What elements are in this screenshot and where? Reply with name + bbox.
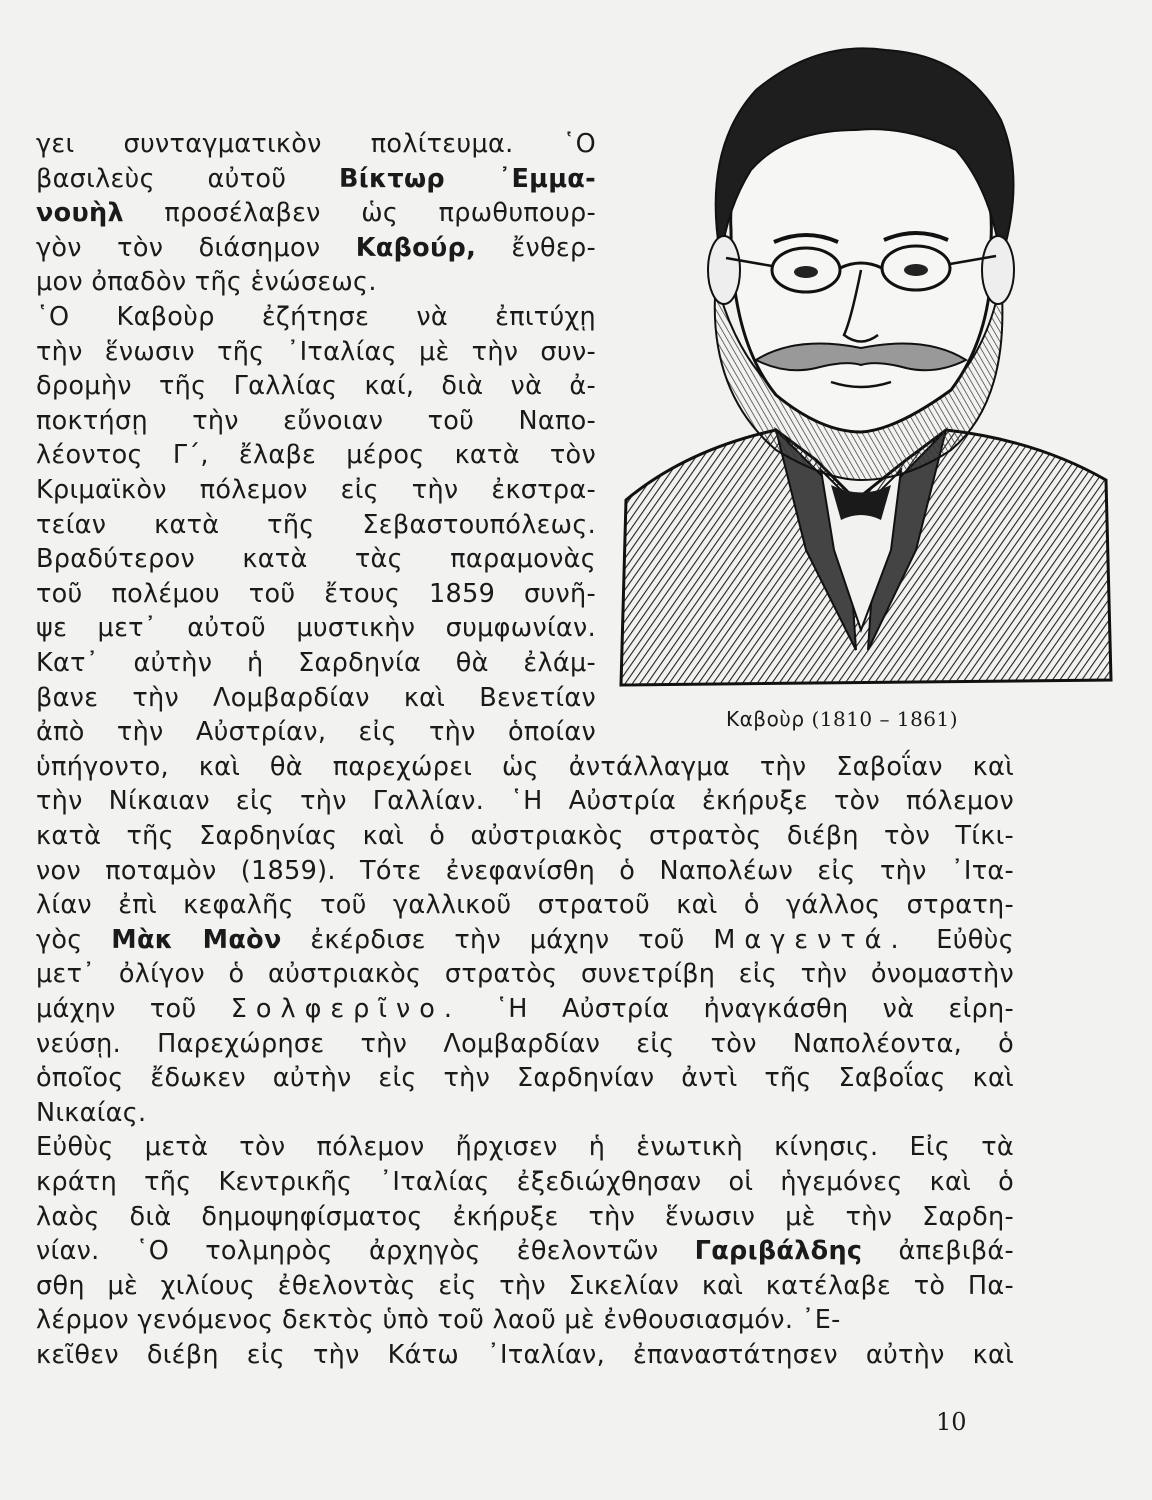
text-run: Εὐθὺς μετὰ τὸν πόλεμον ἤρχισεν ἡ ἑνωτικὴ κίνησις. Εἰς τὰ: [36, 1132, 1014, 1163]
text-line: [36, 1164, 1014, 1200]
text-line: [36, 887, 1014, 923]
text-run: βανε τὴν Λομβαρδίαν καὶ Βενετίαν: [36, 682, 596, 713]
bold-name: Καβούρ,: [355, 232, 477, 263]
text-run: Βραδύτερον κατὰ τὰς παραμονὰς: [36, 544, 596, 575]
text-run: νεύσῃ. Παρεχώρησε τὴν Λομβαρδίαν εἰς τὸν Ναπολέοντα, ὁ: [36, 1028, 1014, 1059]
text-run: νον ποταμὸν (1859). Τότε ἐνεφανίσθη ὁ Ναπολέων εἰς τὴν ᾿Ιτα-: [36, 855, 1014, 886]
text-run: γὸν τὸν διάσημον: [36, 232, 356, 263]
bold-name: Γαριβάλδης: [694, 1236, 863, 1267]
text-run: ὑπήγοντο, καὶ θὰ παρεχώρει ὡς ἀντάλλαγμα τὴν Σαβοΐαν καὶ: [36, 751, 1014, 782]
text-run: λαὸς διὰ δημοψηφίσματος ἐκήρυξε τὴν ἕνωσιν μὲ τὴν Σαρδη-: [36, 1201, 1014, 1232]
text-line: [36, 1129, 1014, 1165]
text-run: ἀπὸ τὴν Αὐστρίαν, εἰς τὴν ὁποίαν: [36, 717, 596, 748]
text-run: σθη μὲ χιλίους ἐθελοντὰς εἰς τὴν Σικελίαν καὶ κατέλαβε τὸ Πα-: [36, 1270, 1014, 1301]
text-line: [36, 437, 596, 473]
text-run: τείαν κατὰ τῆς Σεβαστουπόλεως.: [36, 509, 596, 540]
page-number: 10: [936, 1408, 967, 1436]
caption-years: (1810 – 1861): [811, 707, 959, 731]
text-run: λέοντος Γ΄, ἔλαβε μέρος κατὰ τὸν: [36, 440, 596, 471]
text-line: [36, 230, 596, 266]
bold-name: νουὴλ: [36, 198, 124, 229]
text-run: ἔνθερ-: [476, 232, 596, 263]
text-run: ὁποῖος ἔδωκεν αὐτὴν εἰς τὴν Σαρδηνίαν ἀντὶ τῆς Σαβοΐας καὶ: [36, 1063, 1014, 1094]
text-run: λέρμον γενόμενος δεκτὸς ὑπὸ τοῦ λαοῦ μὲ ἐνθουσιασμόν. ᾿Ε-: [36, 1305, 841, 1336]
text-run: κατὰ τῆς Σαρδηνίας καὶ ὁ αὐστριακὸς στρατὸς διέβη τὸν Τίκι-: [36, 821, 1014, 851]
bold-name: Μὰκ Μαὸν: [111, 924, 282, 955]
text-line: [36, 783, 1014, 819]
text-line: [36, 507, 596, 543]
text-line: [36, 818, 1014, 854]
text-line: [36, 680, 596, 716]
text-line: [36, 299, 596, 335]
cavour-portrait: [606, 30, 1118, 698]
text-line: [36, 714, 596, 750]
text-run: κράτη τῆς Κεντρικῆς ᾿Ιταλίας ἐξεδιώχθησαν οἱ ἡγεμόνες καὶ ὁ: [36, 1167, 1014, 1197]
text-line: [36, 1026, 1014, 1062]
text-line: [36, 1095, 1014, 1131]
text-run: μάχην τοῦ: [36, 994, 231, 1024]
text-run: βασιλεὺς αὐτοῦ: [36, 163, 339, 194]
text-line: [36, 1199, 1014, 1235]
text-run: τοῦ πολέμου τοῦ ἔτους 1859 συνῆ-: [36, 578, 596, 609]
text-line: [36, 161, 596, 197]
text-line: [36, 195, 596, 231]
text-run: ῾Η Αὐστρία ἠναγκάσθη νὰ εἰρη-: [460, 994, 1014, 1024]
text-run: νίαν. ῾Ο τολμηρὸς ἀρχηγὸς ἐθελοντῶν: [36, 1236, 695, 1267]
text-run: Κριμαϊκὸν πόλεμον εἰς τὴν ἐκστρα-: [36, 475, 596, 505]
text-line: [36, 472, 596, 508]
text-line: [36, 610, 596, 646]
text-line: [36, 368, 596, 404]
text-line: [36, 1302, 1014, 1338]
text-line: [36, 576, 596, 612]
text-line: [36, 1268, 1014, 1304]
spaced-name: Σολφερῖνο.: [230, 994, 461, 1024]
text-run: μετ᾿ ὀλίγον ὁ αὐστριακὸς στρατὸς συνετρίβη εἰς τὴν ὀνομαστὴν: [36, 959, 1014, 990]
text-line: [36, 991, 1014, 1027]
text-run: Κατ᾿ αὐτὴν ἡ Σαρδηνία θὰ ἐλάμ-: [36, 648, 596, 678]
text-run: δρομὴν τῆς Γαλλίας καί, διὰ νὰ ἀ-: [36, 371, 596, 402]
text-line: [36, 126, 596, 162]
text-run: λίαν ἐπὶ κεφαλῆς τοῦ γαλλικοῦ στρατοῦ καὶ ὁ γάλλος στρατη-: [36, 890, 1014, 921]
text-run: ψε μετ᾿ αὐτοῦ μυστικὴν συμφωνίαν.: [36, 613, 596, 644]
text-line: [36, 922, 1014, 958]
text-line: [36, 1233, 1014, 1269]
caption-name: Καβοὺρ: [726, 707, 805, 731]
spaced-name: Μαγεντά.: [713, 924, 908, 955]
text-run: ἀπεβιβά-: [862, 1236, 1015, 1267]
text-line: [36, 645, 596, 681]
text-line: [36, 403, 596, 439]
portrait-caption: [726, 704, 958, 734]
text-run: γει συνταγματικὸν πολίτευμα. ῾Ο: [36, 129, 596, 159]
text-line: [36, 956, 1014, 992]
text-line: [36, 749, 1014, 785]
text-line: [36, 264, 596, 300]
text-line: [36, 541, 596, 577]
text-run: ποκτήσῃ τὴν εὔνοιαν τοῦ Ναπο-: [36, 405, 596, 436]
text-run: Εὐθὺς: [907, 924, 1014, 955]
bold-name: Βίκτωρ ᾿Εμμα-: [338, 163, 597, 194]
text-line: [36, 1337, 1014, 1373]
text-run: μον ὀπαδὸν τῆς ἑνώσεως.: [36, 267, 377, 298]
text-line: [36, 334, 596, 370]
text-run: Νικαίας.: [36, 1097, 147, 1128]
text-line: [36, 853, 1014, 889]
text-run: προσέλαβεν ὡς πρωθυπουρ-: [123, 198, 596, 229]
text-run: κεῖθεν διέβη εἰς τὴν Κάτω ᾿Ιταλίαν, ἐπαναστάτησεν αὐτὴν καὶ: [36, 1340, 1014, 1370]
text-run: τὴν Νίκαιαν εἰς τὴν Γαλλίαν. ῾Η Αὐστρία ἐκήρυξε τὸν πόλεμον: [36, 786, 1014, 817]
text-run: ῾Ο Καβοὺρ ἐζήτησε νὰ ἐπιτύχῃ: [36, 302, 596, 332]
text-run: ἐκέρδισε τὴν μάχην τοῦ: [281, 924, 714, 955]
text-run: τὴν ἕνωσιν τῆς ᾿Ιταλίας μὲ τὴν συν-: [36, 336, 596, 367]
text-run: γὸς: [36, 924, 112, 955]
text-line: [36, 1060, 1014, 1096]
